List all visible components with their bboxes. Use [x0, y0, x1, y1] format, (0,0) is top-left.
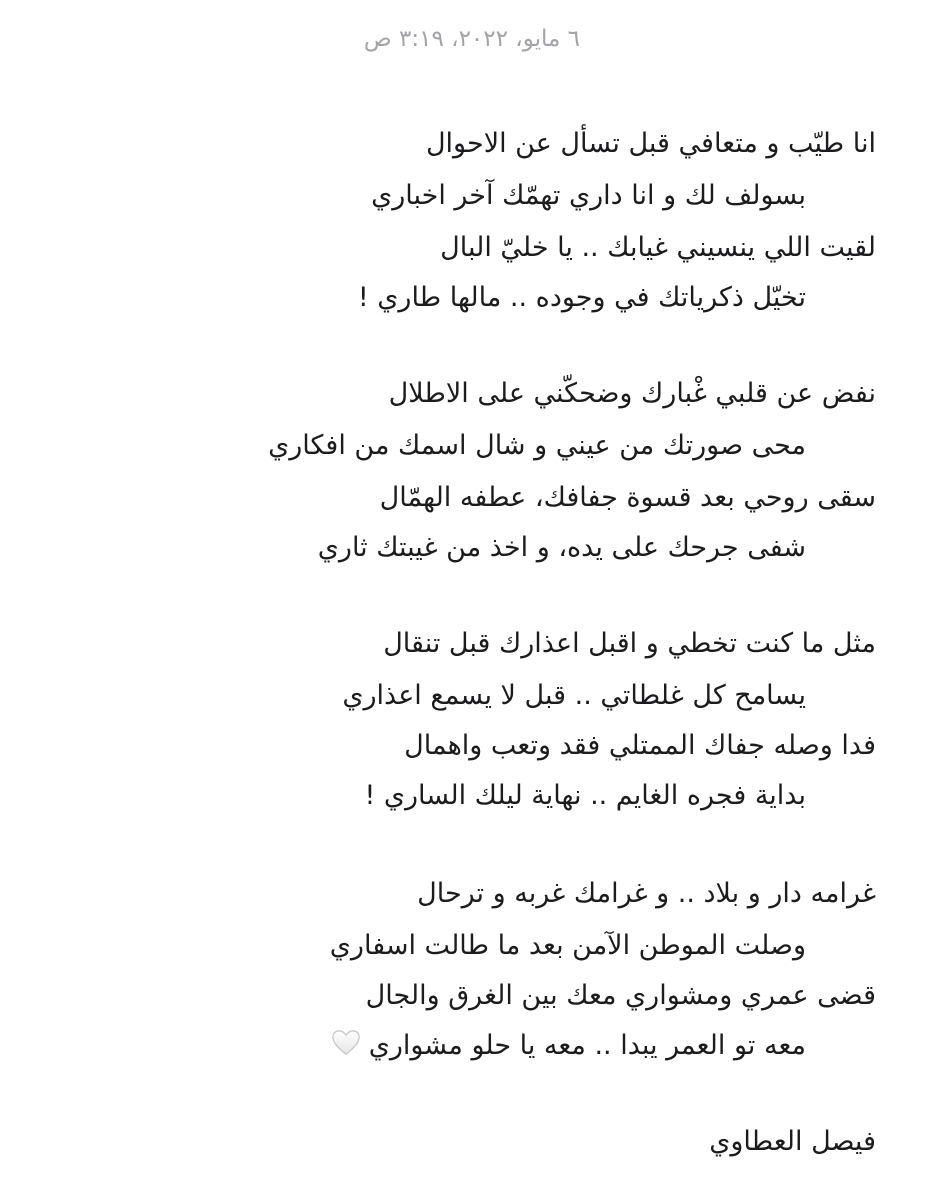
verse-line: مثل ما كنت تخطي و اقبل اعذارك قبل تنقال [383, 628, 876, 659]
verse-line: انا طيّب و متعافي قبل تسأل عن الاحوال [425, 128, 876, 159]
verse-line: سقى روحي بعد قسوة جفافك، عطفه الهمّال [379, 482, 876, 513]
verse-line: وصلت الموطن الآمن بعد ما طالت اسفاري [329, 930, 806, 961]
verse-line-with-heart [331, 1026, 806, 1066]
verse-line: شفى جرحك على يده، و اخذ من غيبتك ثاري [317, 532, 806, 563]
verse-line-text: معه تو العمر يبدا .. معه يا حلو مشواري [368, 1030, 806, 1061]
verse-line: يسامح كل غلطاتي .. قبل لا يسمع اعذاري [342, 680, 806, 711]
verse-line: محى صورتك من عيني و شال اسمك من افكاري [268, 430, 806, 461]
verse-line: تخيّل ذكرياتك في وجوده .. مالها طاري ! [357, 282, 806, 313]
verse-line: فدا وصله جفاك الممتلي فقد وتعب واهمال [404, 730, 876, 761]
note-timestamp: ٦ مايو، ٢٠٢٢، ٣:١٩ ص [363, 26, 580, 52]
verse-line: لقيت اللي ينسيني غيابك .. يا خليّ البال [440, 232, 876, 263]
verse-line: نفض عن قلبي غْبارك وضحكّني على الاطلال [388, 378, 876, 409]
verse-line: قضى عمري ومشواري معك بين الغرق والجال [365, 980, 876, 1011]
verse-line: بداية فجره الغايم .. نهاية ليلك الساري ! [364, 780, 806, 811]
author-signature: فيصل العطاوي [709, 1126, 876, 1157]
verse-line: بسولف لك و انا داري تهمّك آخر اخباري [371, 180, 806, 211]
white-heart-icon [331, 1028, 361, 1058]
verse-line: غرامه دار و بلاد .. و غرامك غربه و ترحال [417, 878, 876, 909]
